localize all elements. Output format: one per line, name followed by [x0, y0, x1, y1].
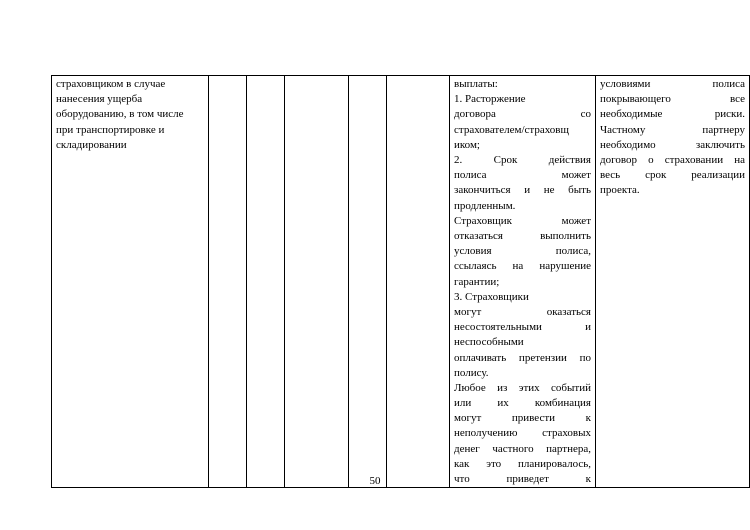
cell-mitigation — [596, 76, 750, 488]
text-line: оплачивать претензии по — [454, 351, 591, 364]
text-line: оборудованию, в том числе — [56, 108, 184, 121]
text-line: полису. — [454, 366, 489, 379]
text-line: Любое из этих событий — [454, 381, 591, 394]
text-line: 2. Срок действия — [454, 154, 591, 166]
cell-consequences — [450, 76, 596, 488]
text-line: проекта. — [600, 184, 640, 197]
text-line: необходимые риски. — [600, 108, 745, 121]
text-line: 3. Страховщики — [454, 290, 529, 303]
text-line: условия полиса, — [454, 245, 591, 258]
text-line: договора со — [454, 108, 591, 121]
text-line: договор о страховании на — [600, 153, 745, 166]
empty-cell — [285, 76, 349, 488]
empty-cell — [209, 76, 247, 488]
mitigation-text — [600, 77, 745, 199]
empty-cell — [247, 76, 285, 488]
text-line: денег частного партнера, — [454, 442, 591, 455]
consequences-text — [454, 77, 591, 487]
text-line: полиса может — [454, 169, 591, 182]
text-line: покрывающего все — [600, 93, 745, 106]
text-line: что приведет к — [454, 473, 591, 486]
document-table — [51, 75, 750, 488]
text-line: условиями полиса — [600, 78, 745, 90]
text-line: Страховщик может — [454, 214, 591, 227]
text-line: могут привести к — [454, 412, 591, 425]
text-line: необходимо заключить — [600, 138, 745, 151]
text-line: могут оказаться — [454, 305, 591, 318]
text-line: страхователем/страховщ — [454, 123, 569, 136]
text-line: при транспортировке и — [56, 123, 165, 136]
text-line: как это планировалось, — [454, 457, 591, 470]
text-line: Частному партнеру — [600, 123, 745, 136]
text-line: ссылаясь на нарушение — [454, 260, 591, 273]
empty-cell — [387, 76, 450, 488]
text-line: складировании — [56, 138, 127, 151]
text-line: 1. Расторжение — [454, 93, 526, 106]
text-line: страховщиком в случае — [56, 78, 166, 90]
text-line: неспособными — [454, 336, 524, 349]
text-line: иком; — [454, 138, 480, 151]
text-line: продленным. — [454, 199, 516, 212]
risk-description-text — [56, 77, 204, 153]
text-line: или их комбинация — [454, 397, 591, 410]
text-line: неполучению страховых — [454, 427, 591, 440]
text-line: гарантии; — [454, 275, 500, 288]
table-row — [52, 76, 750, 488]
cell-risk-description — [52, 76, 209, 488]
empty-cell — [349, 76, 387, 488]
text-line: несостоятельными и — [454, 321, 591, 334]
text-line: отказаться выполнить — [454, 229, 591, 242]
page-number: 50 — [369, 475, 381, 487]
text-line: закончиться и не быть — [454, 184, 591, 197]
text-line: нанесения ущерба — [56, 93, 143, 106]
text-line: весь срок реализации — [600, 169, 745, 182]
text-line: выплаты: — [454, 78, 498, 90]
